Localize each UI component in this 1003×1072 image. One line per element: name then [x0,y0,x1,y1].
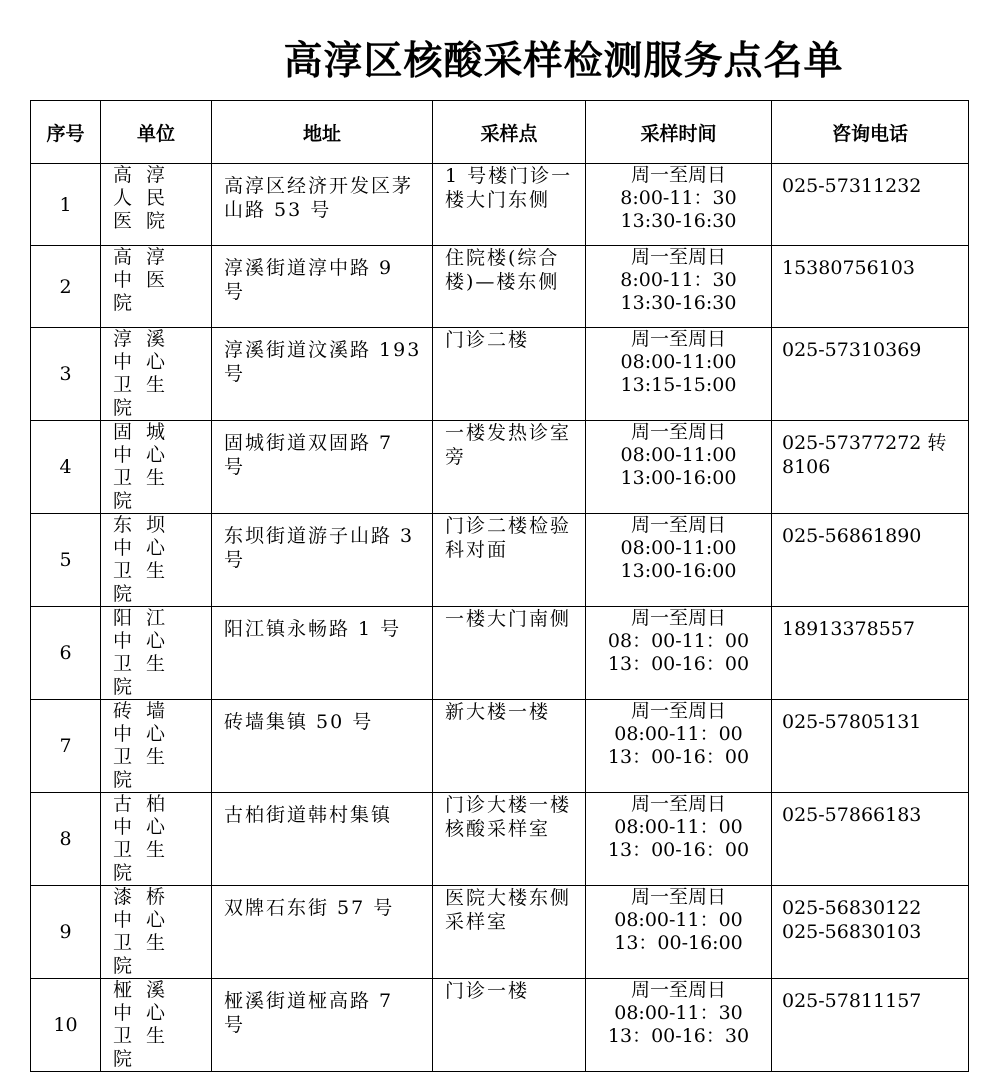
sampling-time [586,979,772,1072]
phone-number: 18913378557 [782,618,915,640]
phone-number: 025-57377272 转 8106 [782,432,947,478]
time-line: 13:00-16:00 [620,560,737,582]
time-line: 13:00-16:00 [620,467,737,489]
unit-name: 古柏中心卫生院 [101,793,212,886]
sampling-point: 新大楼一楼 [433,700,586,793]
unit-name: 阳江中心卫生院 [101,607,212,700]
row-number: 10 [31,979,101,1072]
time-line: 08:00-11:00 [620,444,737,466]
page-title: 高淳区核酸采样检测服务点名单 [283,39,844,84]
phone [772,607,969,700]
header-no: 序号 [31,101,101,164]
unit-name: 漆桥中心卫生院 [101,886,212,979]
row-number: 2 [31,246,101,328]
time-line: 8:00-11：30 [620,269,737,291]
address: 固城街道双固路 7 号 [212,421,433,514]
time-line: 8:00-11：30 [620,187,737,209]
address: 桠溪街道桠高路 7 号 [212,979,433,1072]
time-line: 08:00-11：00 [614,723,743,745]
unit-name: 桠溪中心卫生院 [101,979,212,1072]
time-line: 08:00-11：30 [614,1002,743,1024]
time-line: 08:00-11:00 [620,351,737,373]
time-line: 08:00-11:00 [620,537,737,559]
time-line: 13:30-16:30 [620,210,737,232]
time-line: 周一至周日 [630,700,726,722]
table-row [31,164,969,246]
address: 东坝街道游子山路 3 号 [212,514,433,607]
time-line: 周一至周日 [630,793,726,815]
sampling-time [586,246,772,328]
sampling-time [586,421,772,514]
time-line: 周一至周日 [630,328,726,350]
time-line: 13：00-16:00 [614,932,743,954]
sampling-point: 门诊二楼 [433,328,586,421]
time-line: 08：00-11：00 [607,630,750,652]
table-row [31,793,969,886]
sampling-point: 门诊大楼一楼核酸采样室 [433,793,586,886]
time-line: 13：00-16：00 [607,746,750,768]
phone-number: 025-57310369 [782,339,922,361]
table-row [31,886,969,979]
header-unit: 单位 [101,101,212,164]
row-number: 3 [31,328,101,421]
sampling-time [586,700,772,793]
time-line: 周一至周日 [630,421,726,443]
sampling-time [586,793,772,886]
table-row [31,979,969,1072]
table-row [31,700,969,793]
sampling-time [586,328,772,421]
row-number: 6 [31,607,101,700]
unit-name: 高淳人民医院 [101,164,212,246]
address: 古柏街道韩村集镇 [212,793,433,886]
unit-name: 东坝中心卫生院 [101,514,212,607]
phone-number: 15380756103 [782,257,915,279]
phone-number: 025-56830103 [782,921,922,943]
phone-number: 025-56830122 [782,897,922,919]
sampling-point: 一楼发热诊室旁 [433,421,586,514]
phone-number: 025-57866183 [782,804,922,826]
phone [772,700,969,793]
table-row [31,607,969,700]
address: 阳江镇永畅路 1 号 [212,607,433,700]
table-row [31,328,969,421]
sampling-time [586,886,772,979]
time-line: 周一至周日 [630,246,726,268]
header-point: 采样点 [433,101,586,164]
phone [772,164,969,246]
address: 高淳区经济开发区茅山路 53 号 [212,164,433,246]
unit-name: 高淳中医院 [101,246,212,328]
header-phone: 咨询电话 [772,101,969,164]
sampling-time [586,164,772,246]
phone [772,979,969,1072]
time-line: 周一至周日 [630,886,726,908]
address: 双牌石东街 57 号 [212,886,433,979]
time-line: 13:30-16:30 [620,292,737,314]
table-header-row [31,101,969,164]
service-points-table [30,100,969,1072]
time-line: 08:00-11：00 [614,816,743,838]
phone [772,328,969,421]
time-line: 周一至周日 [630,607,726,629]
sampling-point: 医院大楼东侧采样室 [433,886,586,979]
time-line: 周一至周日 [630,979,726,1001]
time-line: 13:15-15:00 [620,374,737,396]
phone [772,886,969,979]
row-number: 7 [31,700,101,793]
phone [772,514,969,607]
time-line: 周一至周日 [630,164,726,186]
phone-number: 025-57805131 [782,711,922,733]
table-row [31,246,969,328]
unit-name: 固城中心卫生院 [101,421,212,514]
sampling-point: 住院楼(综合楼)—楼东侧 [433,246,586,328]
phone-number: 025-57811157 [782,990,922,1012]
phone-number: 025-56861890 [782,525,922,547]
header-address: 地址 [212,101,433,164]
time-line: 周一至周日 [630,514,726,536]
row-number: 5 [31,514,101,607]
row-number: 8 [31,793,101,886]
row-number: 4 [31,421,101,514]
unit-name: 砖墙中心卫生院 [101,700,212,793]
sampling-point: 门诊二楼检验科对面 [433,514,586,607]
address: 淳溪街道淳中路 9 号 [212,246,433,328]
sampling-time [586,607,772,700]
unit-name: 淳溪中心卫生院 [101,328,212,421]
sampling-time [586,514,772,607]
time-line: 13：00-16：00 [607,653,750,675]
table-row [31,514,969,607]
phone [772,246,969,328]
address: 砖墙集镇 50 号 [212,700,433,793]
address: 淳溪街道汶溪路 193 号 [212,328,433,421]
phone-number: 025-57311232 [782,175,922,197]
table-body [31,164,969,1072]
row-number: 9 [31,886,101,979]
sampling-point: 门诊一楼 [433,979,586,1072]
phone [772,793,969,886]
header-time: 采样时间 [586,101,772,164]
time-line: 08:00-11：00 [614,909,743,931]
row-number: 1 [31,164,101,246]
time-line: 13：00-16：30 [607,1025,750,1047]
table-row [31,421,969,514]
sampling-point: 1 号楼门诊一楼大门东侧 [433,164,586,246]
phone [772,421,969,514]
sampling-point: 一楼大门南侧 [433,607,586,700]
time-line: 13：00-16：00 [607,839,750,861]
